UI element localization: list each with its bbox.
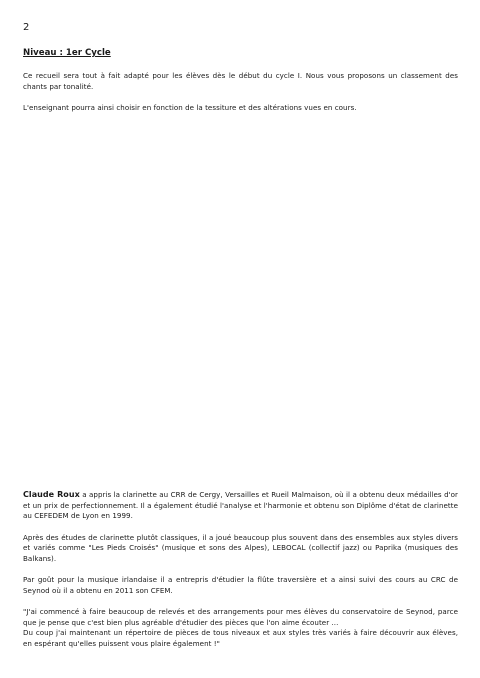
page-number: 2 [23,22,30,33]
author-quote [23,607,458,649]
bio-paragraph: Après des études de clarinette plutôt classiques, il a joué beaucoup plus souvent dans des ensembles aux styles divers et variés comme "Les Pieds Croisés" (musique et sons des Alpes), LEBOCAL (collectif jazz) ou Paprika (musiques des Balkans). [23,532,458,563]
quote-line: Du coup j'ai maintenant un répertoire de pièces de tous niveaux et aux styles très variés à faire découvrir aux élèves, en espérant qu'elles puissent vous plaire également !" [23,628,458,648]
bio-paragraph [23,490,458,522]
intro-paragraph: L'enseignant pourra ainsi choisir en fonction de la tessiture et des altérations vues en cours. [23,103,357,112]
author-name: Claude Roux [23,490,80,499]
intro-paragraph: Ce recueil sera tout à fait adapté pour les élèves dès le début du cycle I. Nous vous proposons un classement des chants par tonalité. [23,71,458,91]
intro-section [23,71,458,125]
bio-paragraph: Par goût pour la musique irlandaise il a entrepris d'étudier la flûte traversière et a ainsi suivi des cours au CRC de Seynod où il a obtenu en 2011 son CFEM. [23,575,458,595]
level-heading: Niveau : 1er Cycle [23,48,111,58]
quote-line: "J'ai commencé à faire beaucoup de relevés et des arrangements pour mes élèves du conservatoire de Seynod, parce que je pense que c'est bien plus agréable d'étudier des pièces que l'on aime écouter ... [23,607,458,627]
bio-paragraph-text: a appris la clarinette au CRR de Cergy, Versailles et Rueil Malmaison, où il a obtenu deux médailles d'or et un prix de perfectionnement. Il a également étudié l'analyse et l'harmonie et obtenu son Diplôme d'état de clarinette au CEFEDEM de Lyon en 1999. [23,490,458,520]
biography-section [23,490,458,649]
